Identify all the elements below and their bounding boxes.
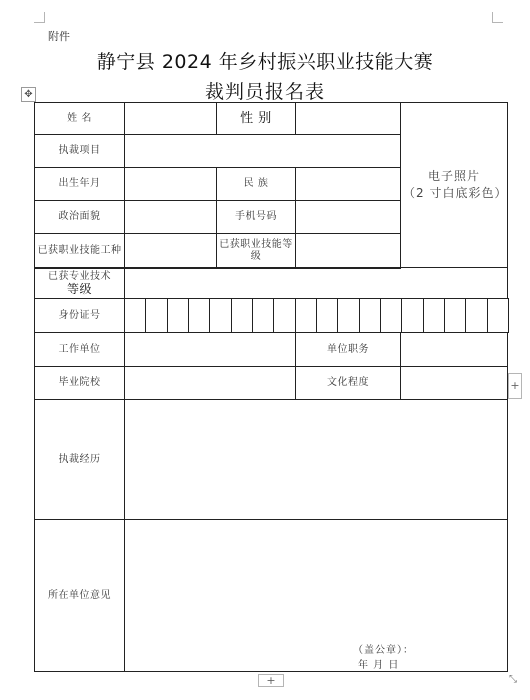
political-value-cell[interactable] xyxy=(124,200,217,234)
ethnicity-label: 民 族 xyxy=(243,178,269,189)
id-digit-box[interactable] xyxy=(273,298,295,333)
resize-icon[interactable]: ⤡ xyxy=(509,674,517,685)
political-label: 政治面貌 xyxy=(58,211,101,222)
phone-value-cell[interactable] xyxy=(295,200,401,234)
school-value-cell[interactable] xyxy=(124,366,296,400)
position-label: 单位职务 xyxy=(327,343,369,355)
position-label-cell xyxy=(295,332,401,367)
id-digit-box[interactable] xyxy=(487,298,509,333)
photo-hint: （2 寸白底彩色） xyxy=(403,186,508,200)
attachment-label: 附件 xyxy=(48,30,70,43)
crop-mark-top-right xyxy=(492,12,503,23)
id-digit-box[interactable] xyxy=(167,298,189,333)
birth-label-cell xyxy=(34,167,125,201)
registration-form-table xyxy=(35,103,508,672)
add-row-plus-icon[interactable]: + xyxy=(258,674,284,687)
gender-label-cell xyxy=(216,102,296,135)
work-unit-label-cell xyxy=(34,332,125,367)
skill-type-label: 已获职业技能工种 xyxy=(37,245,122,256)
work-unit-label: 工作单位 xyxy=(58,343,101,355)
table-move-icon[interactable]: ✥ xyxy=(21,87,36,102)
phone-label-cell xyxy=(216,200,296,234)
education-value-cell[interactable] xyxy=(400,366,508,400)
political-label-cell xyxy=(34,200,125,234)
seal-label: （盖公章）： xyxy=(353,645,414,656)
education-label: 文化程度 xyxy=(327,377,369,388)
work-unit-value-cell[interactable] xyxy=(124,332,296,367)
page-subtitle: 裁判员报名表 xyxy=(204,81,325,103)
tech-grade-suffix: 等级 xyxy=(66,282,92,296)
date-label: 年 月 日 xyxy=(358,660,400,671)
skill-level-value-cell[interactable] xyxy=(295,233,401,269)
tech-grade-value-cell[interactable] xyxy=(124,267,508,299)
id-digit-box[interactable] xyxy=(145,298,167,333)
id-digit-box[interactable] xyxy=(380,298,402,333)
unit-opinion-label: 所在单位意见 xyxy=(48,589,111,601)
id-digit-box[interactable] xyxy=(337,298,359,333)
name-label: 姓 名 xyxy=(67,112,92,124)
photo-cell[interactable] xyxy=(400,102,508,268)
id-digit-box[interactable] xyxy=(188,298,210,333)
gender-value-cell[interactable] xyxy=(295,102,401,135)
id-digit-box[interactable] xyxy=(423,298,445,333)
id-digit-box[interactable] xyxy=(209,298,231,333)
project-label: 执裁项目 xyxy=(58,145,101,156)
id-digit-box[interactable] xyxy=(444,298,466,333)
id-digit-box[interactable] xyxy=(316,298,338,333)
name-value-cell[interactable] xyxy=(124,102,217,135)
id-number-label: 身份证号 xyxy=(58,309,101,321)
ethnicity-value-cell[interactable] xyxy=(295,167,401,201)
birth-value-cell[interactable] xyxy=(124,167,217,201)
skill-level-label: 已获职业技能等级 xyxy=(219,239,293,262)
id-digit-box[interactable] xyxy=(252,298,274,333)
add-column-plus-icon[interactable]: + xyxy=(508,373,522,399)
id-digit-box[interactable] xyxy=(124,298,146,333)
unit-opinion-value-cell[interactable] xyxy=(124,519,508,672)
skill-level-label-cell xyxy=(216,233,296,269)
school-label: 毕业院校 xyxy=(58,377,101,388)
id-digit-box[interactable] xyxy=(295,298,317,333)
id-digit-box[interactable] xyxy=(231,298,253,333)
experience-value-cell[interactable] xyxy=(124,399,508,520)
unit-opinion-label-cell xyxy=(34,519,125,672)
id-number-label-cell xyxy=(34,298,125,333)
project-label-cell xyxy=(34,134,125,168)
id-digit-box[interactable] xyxy=(359,298,381,333)
id-digit-box[interactable] xyxy=(401,298,423,333)
tech-grade-label: 已获专业技术 xyxy=(48,271,111,282)
skill-type-label-cell xyxy=(34,233,125,269)
tech-grade-label-cell xyxy=(34,267,125,299)
birth-label: 出生年月 xyxy=(58,178,101,189)
school-label-cell xyxy=(34,366,125,400)
experience-label: 执裁经历 xyxy=(58,453,101,465)
gender-label: 性 别 xyxy=(240,110,272,126)
id-digit-box[interactable] xyxy=(465,298,487,333)
position-value-cell[interactable] xyxy=(400,332,508,367)
phone-label: 手机号码 xyxy=(235,211,277,222)
crop-mark-top-left xyxy=(34,12,45,23)
project-value-cell[interactable] xyxy=(124,134,401,168)
photo-label: 电子照片 xyxy=(427,169,480,183)
education-label-cell xyxy=(295,366,401,400)
name-label-cell xyxy=(34,102,125,135)
experience-label-cell xyxy=(34,399,125,520)
ethnicity-label-cell xyxy=(216,167,296,201)
skill-type-value-cell[interactable] xyxy=(124,233,217,269)
page-title: 静宁县 2024 年乡村振兴职业技能大赛 xyxy=(96,51,434,73)
